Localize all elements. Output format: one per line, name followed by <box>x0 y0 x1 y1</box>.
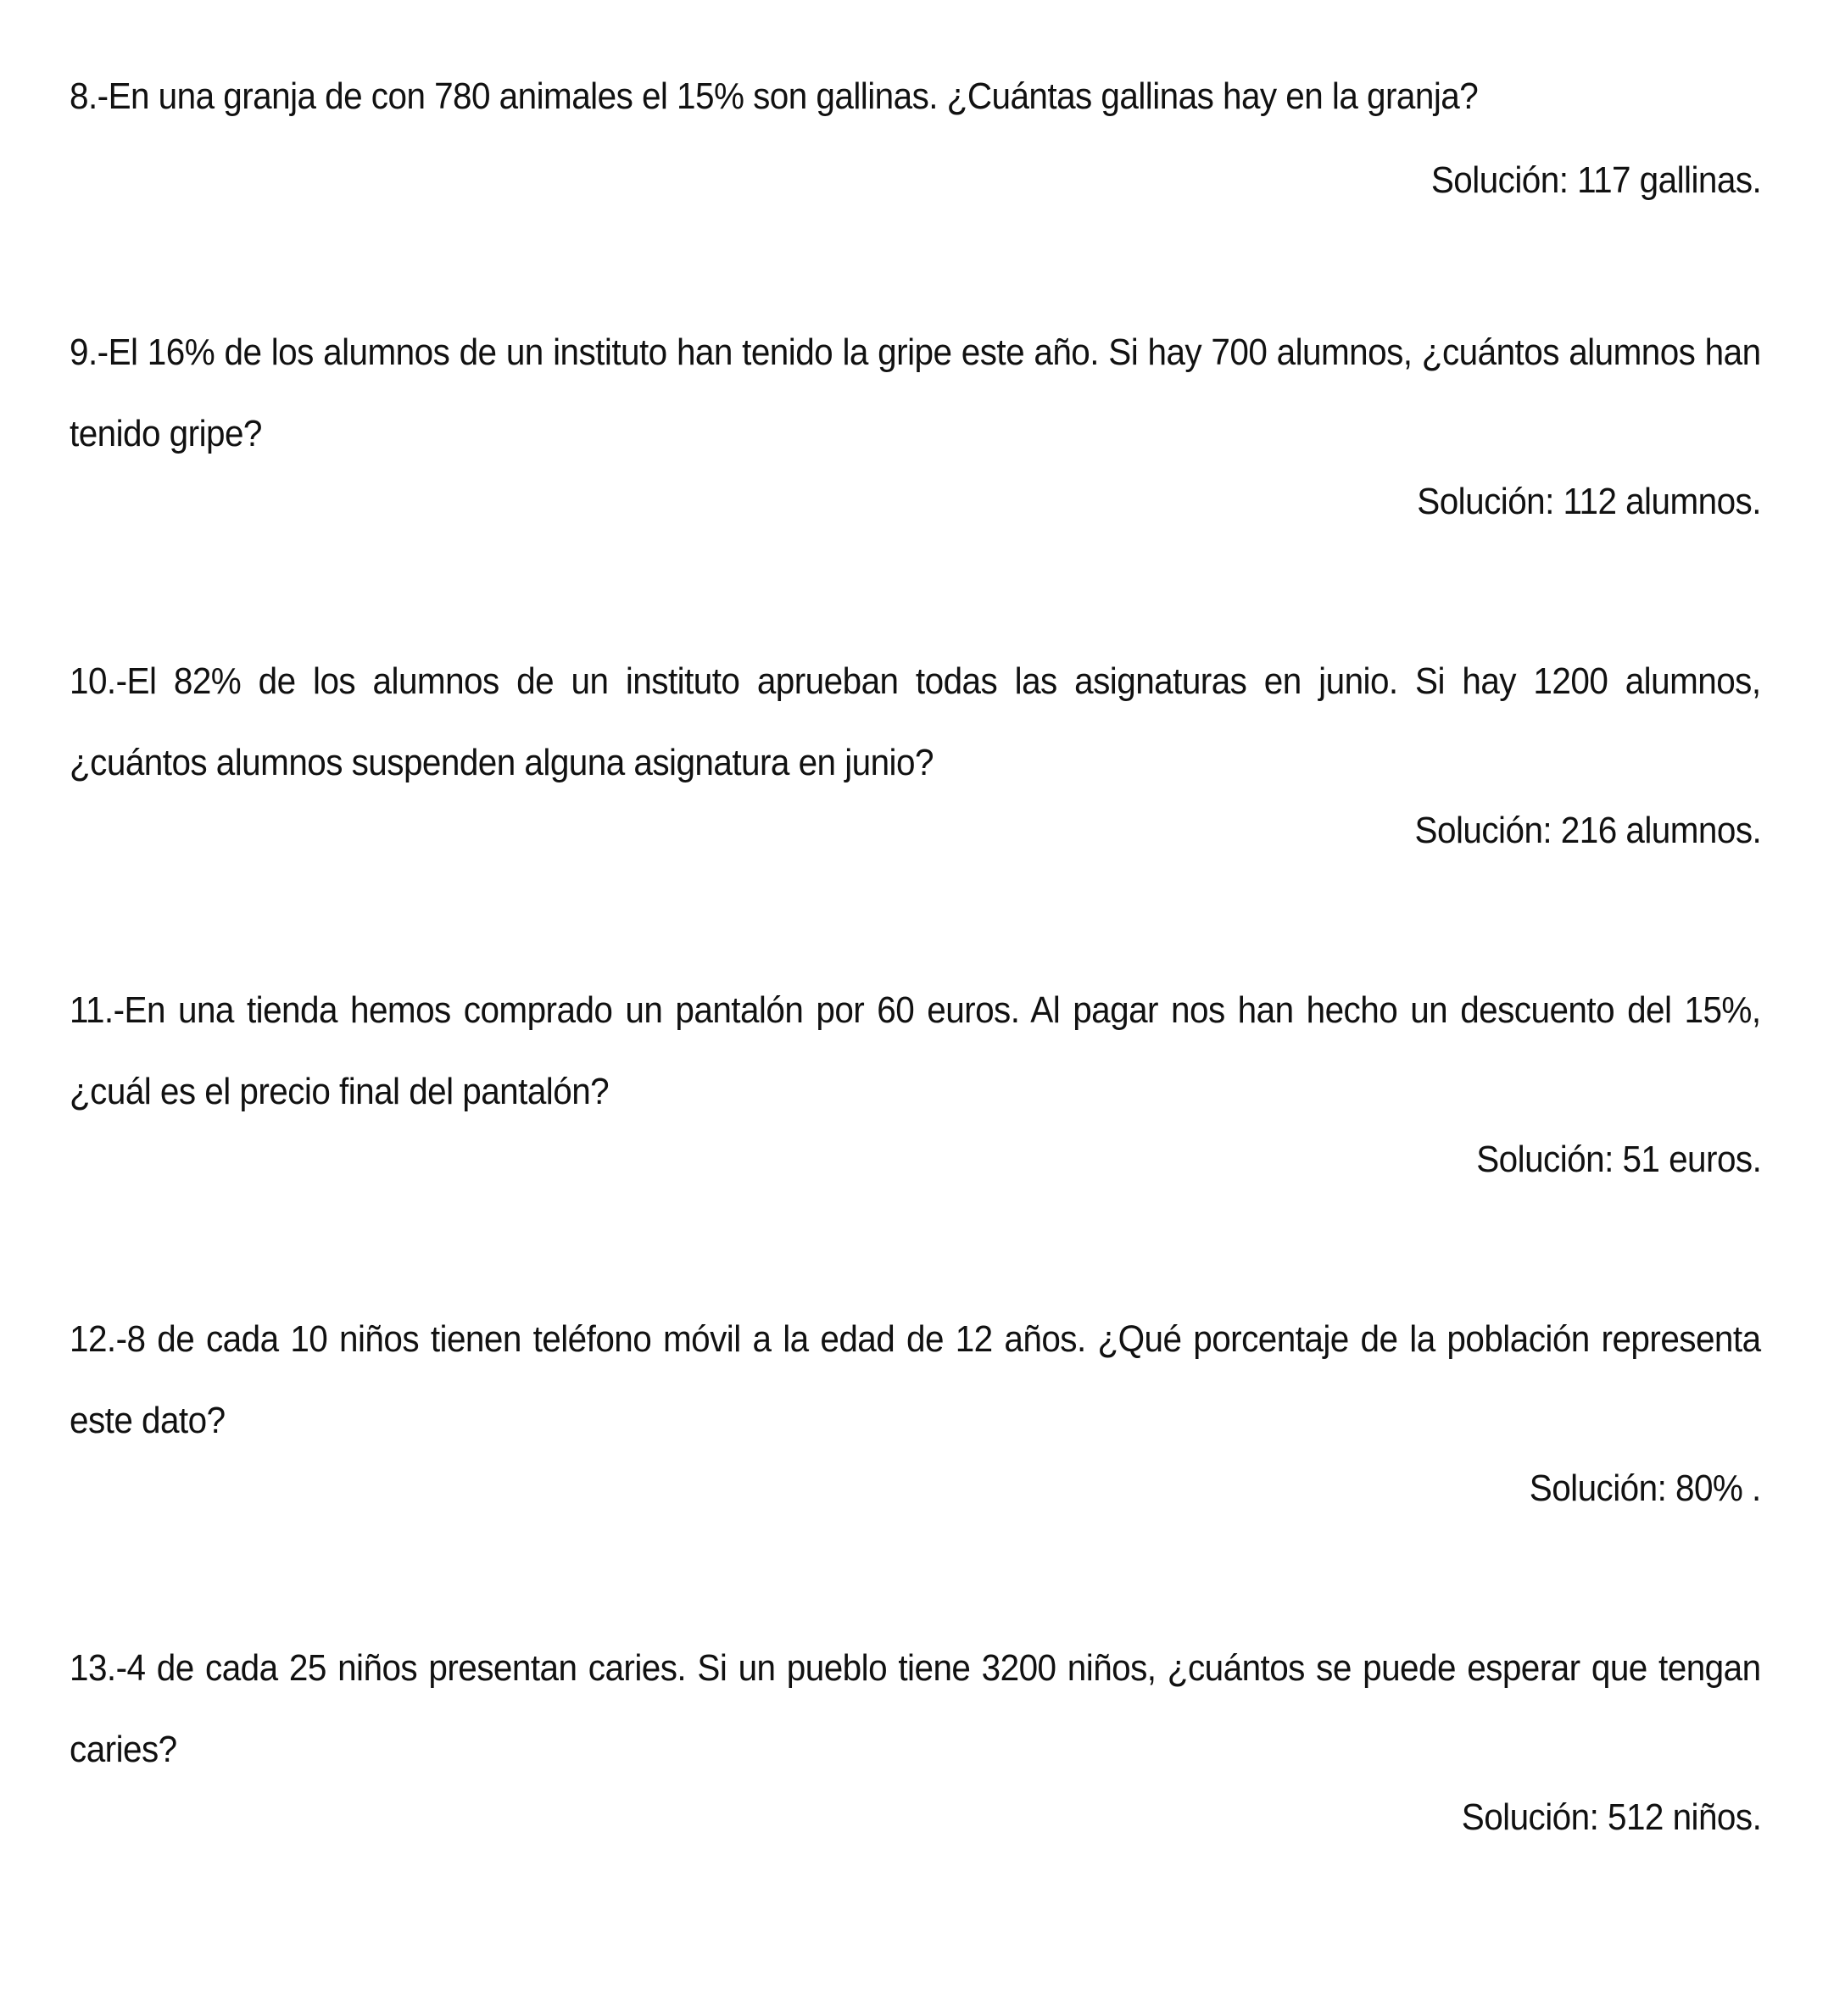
problem-12 <box>70 1299 1761 1643</box>
problem-solution: Solución: 512 niños. <box>1461 1796 1761 1838</box>
worksheet-page <box>70 71 1761 1972</box>
problem-9 <box>70 312 1761 656</box>
problem-solution: Solución: 80% . <box>1529 1467 1761 1509</box>
problem-question: 8.-En una granja de con 780 animales el 15% son gallinas. ¿Cuántas gallinas hay en la granja? <box>70 75 1479 117</box>
problem-question: 10.-El 82% de los alumnos de un instituto aprueban todas las asignaturas en junio. Si hay 1200 alumnos, ¿cuántos alumnos suspenden alguna asignatura en junio? <box>70 660 1761 783</box>
problem-question: 12.-8 de cada 10 niños tienen teléfono móvil a la edad de 12 años. ¿Qué porcentaje de la población representa este dato? <box>70 1318 1761 1441</box>
problem-11 <box>70 970 1761 1314</box>
problem-8 <box>70 71 1761 327</box>
problem-solution: Solución: 117 gallinas. <box>1430 159 1761 201</box>
problem-solution: Solución: 51 euros. <box>1475 1139 1761 1180</box>
problem-question: 13.-4 de cada 25 niños presentan caries. Si un pueblo tiene 3200 niños, ¿cuántos se puede esperar que tengan caries? <box>70 1647 1761 1770</box>
problem-question: 9.-El 16% de los alumnos de un instituto han tenido la gripe este año. Si hay 700 alumnos, ¿cuántos alumnos han tenido gripe? <box>70 331 1761 454</box>
problem-13 <box>70 1628 1761 1972</box>
problem-10 <box>70 641 1761 985</box>
problem-solution: Solución: 216 alumnos. <box>1414 810 1761 851</box>
problem-question: 11.-En una tienda hemos comprado un pantalón por 60 euros. Al pagar nos han hecho un descuento del 15%, ¿cuál es el precio final del pantalón? <box>70 989 1761 1112</box>
problem-solution: Solución: 112 alumnos. <box>1417 481 1761 522</box>
